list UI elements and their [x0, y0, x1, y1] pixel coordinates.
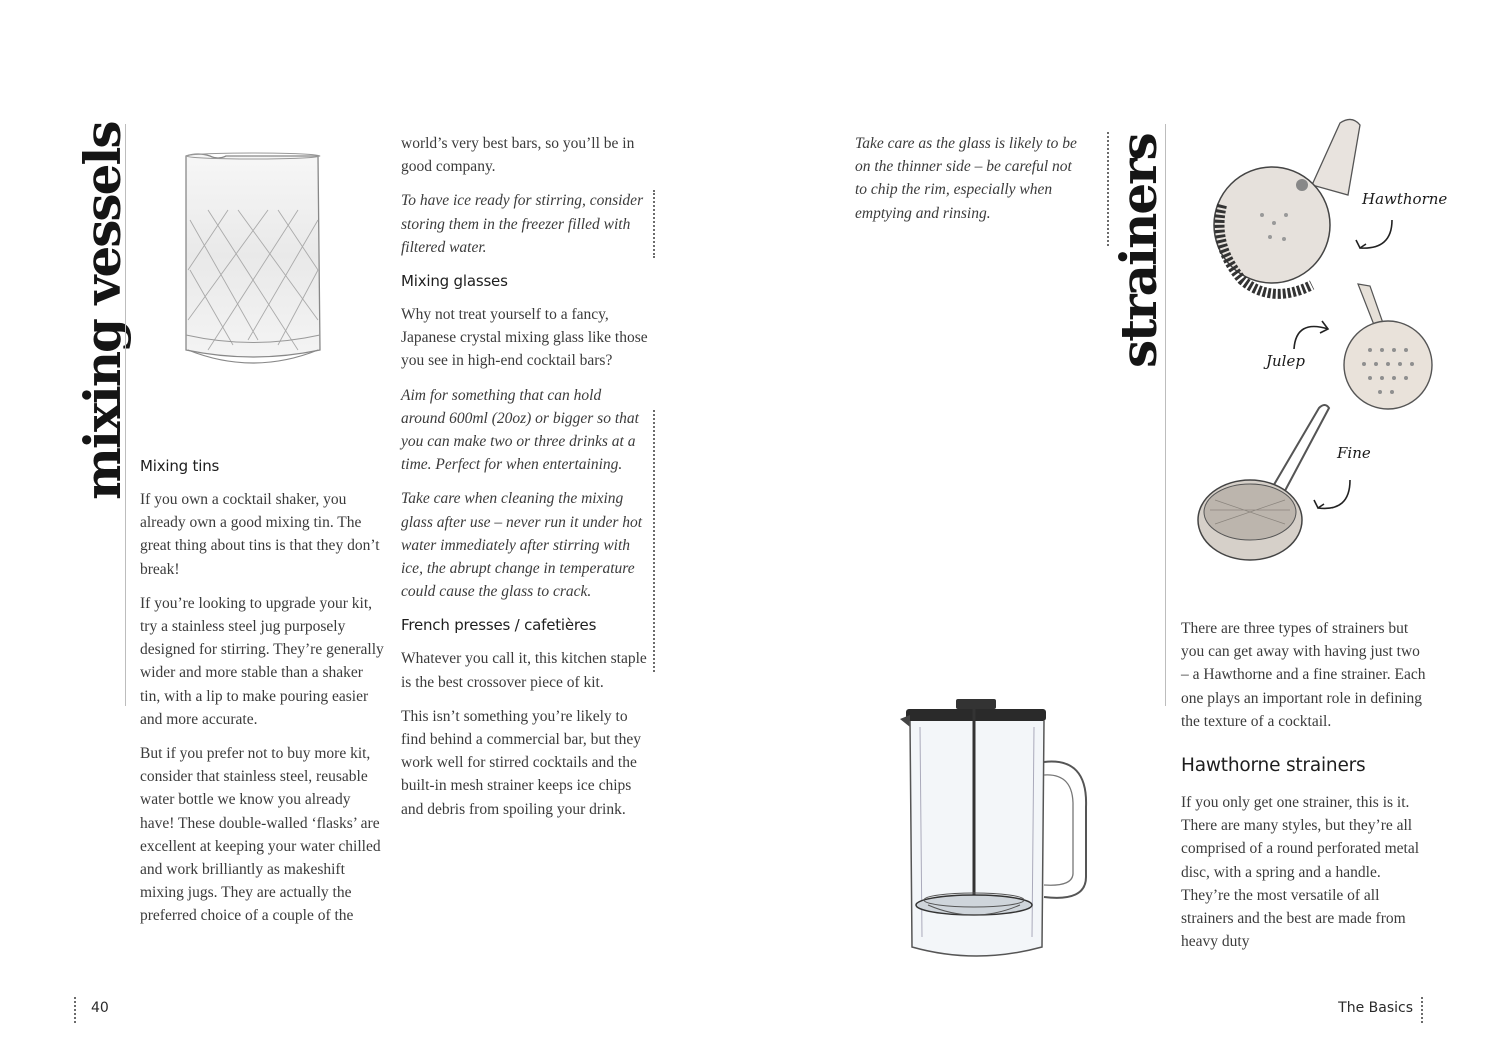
mixing-glass-illustration [178, 150, 328, 378]
label-hawthorne: Hawthorne [1362, 190, 1448, 208]
right-top-tip [855, 132, 1085, 236]
paragraph: Why not treat yourself to a fancy, Japanese crystal mixing glass like those you see in high-end cocktail bars? [401, 306, 648, 370]
tip-divider [653, 190, 655, 258]
paragraph: But if you prefer not to buy more kit, consider that stainless steel, reusable water bottle we know you already have! These double-walled ‘flasks’ are excellent at keeping your water chilled and work brilliantly as makeshift mixing jugs. They are actually the preferred choice of a couple of the [140, 745, 381, 925]
arrow-julep [1290, 315, 1338, 353]
tip-size: Aim for something that can hold around 600ml (20oz) or bigger so that you can make two or three drinks at a time. Perfect for when entertaining. [401, 386, 639, 474]
heading-mixing-tins: Mixing tins [140, 457, 220, 475]
left-page-title: mixing vessels [73, 122, 132, 500]
tip-divider [653, 410, 655, 672]
footer-divider [74, 997, 76, 1023]
paragraph: This isn’t something you’re likely to find behind a commercial bar, but they work well for stirred cocktails and the built-in mesh strainer keeps ice chips and debris from spoiling your drink. [401, 707, 641, 818]
right-title-rule [1165, 124, 1166, 706]
left-title-rule [125, 124, 126, 706]
hawthorne-strainer-illustration [1212, 115, 1372, 305]
page-number: 40 [91, 1000, 109, 1016]
julep-strainer-illustration [1340, 280, 1445, 415]
tip-ice: To have ice ready for stirring, consider storing them in the freezer filled with filtered water. [401, 192, 644, 256]
strainers-intro: There are three types of strainers but you can get away with having just two – a Hawthorne and a fine strainer. Each one plays an important role in defining the texture of a cocktail. [1181, 620, 1426, 730]
left-column-1 [140, 455, 385, 939]
left-column-2 [401, 132, 649, 832]
label-fine: Fine [1337, 444, 1371, 462]
arrow-hawthorne [1352, 218, 1400, 258]
section-name: The Basics [1338, 1000, 1413, 1016]
heading-mixing-glasses: Mixing glasses [401, 272, 508, 291]
paragraph: world’s very best bars, so you’ll be in good company. [401, 135, 635, 176]
paragraph: If you only get one strainer, this is it. There are many styles, but they’re all comprised of a round perforated metal disc, with a spring and a handle. They’re the most versatile of all strainers and the best are made from heavy duty [1181, 794, 1420, 951]
footer-divider [1421, 997, 1423, 1023]
heading-french-presses: French presses / cafetières [401, 616, 597, 635]
paragraph: Whatever you call it, this kitchen staple is the best crossover piece of kit. [401, 650, 647, 691]
tip-cleaning: Take care when cleaning the mixing glass after use – never run it under hot water immediately after stirring with ice, the abrupt change in temperature could cause the glass to crack. [401, 490, 643, 601]
paragraph: If you’re looking to upgrade your kit, try a stainless steel jug purposely designed for stirring. They’re generally wider and more stable than a shaker tin, with a lip to make pouring easier and more accurate. [140, 594, 384, 728]
right-column [1181, 617, 1431, 964]
right-page-title: strainers [1109, 134, 1168, 368]
tip-thin-glass: Take care as the glass is likely to be on the thinner side – be careful not to chip the rim, especially when emptying and rinsing. [855, 135, 1077, 222]
label-julep: Julep [1266, 352, 1305, 370]
arrow-fine [1308, 478, 1356, 518]
paragraph: If you own a cocktail shaker, you already own a good mixing tin. The great thing about tins is that they don’t break! [140, 491, 380, 578]
french-press-illustration [898, 697, 1093, 972]
heading-hawthorne-strainers: Hawthorne strainers [1181, 755, 1366, 777]
